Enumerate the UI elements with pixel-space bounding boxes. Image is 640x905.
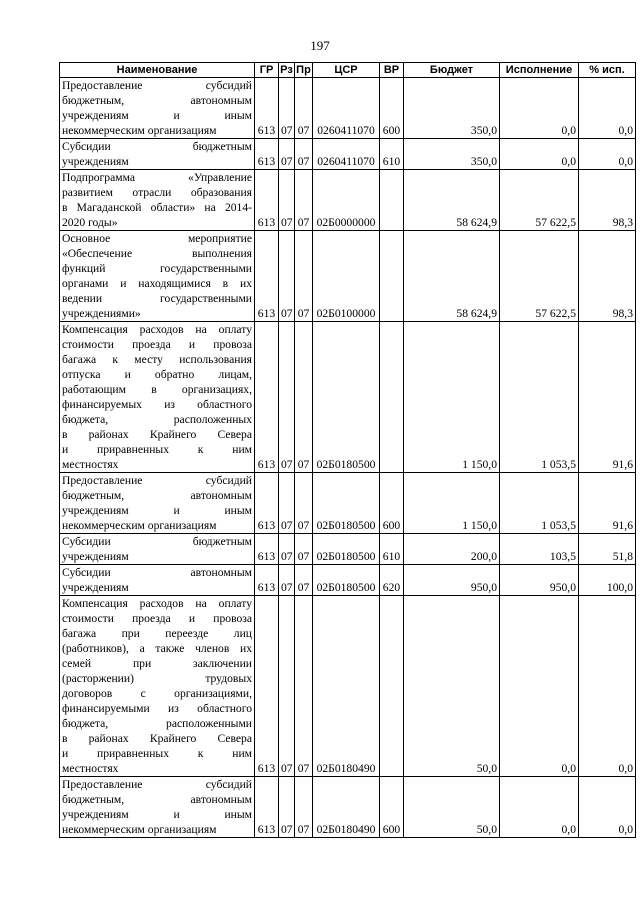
row-name-line: договоров с организациями, [62, 687, 252, 700]
row-budget: 1 150,0 [404, 322, 500, 473]
row-rz: 07 [279, 170, 295, 231]
row-name-line: Предоставление субсидий [62, 778, 252, 791]
row-name-line: финансируемых из областного [62, 398, 252, 411]
row-gr: 613 [255, 596, 279, 777]
row-name-line: Компенсация расходов на оплату [62, 597, 252, 610]
row-name-line: бюджета, расположенных [62, 413, 252, 426]
row-name-line: Основное мероприятие [62, 232, 252, 245]
row-name-line: бюджетным, автономным [62, 94, 252, 107]
row-pr: 07 [295, 78, 313, 139]
row-percent: 98,3 [579, 231, 636, 322]
row-name [60, 473, 255, 534]
row-name-line: «Обеспечение выполнения [62, 247, 252, 260]
table-row [60, 473, 636, 534]
row-name-line: бюджета, расположенными [62, 717, 252, 730]
row-name-line: некоммерческим организациям [62, 124, 217, 137]
row-name-line: учреждениям и иным [62, 109, 252, 122]
row-execution: 57 622,5 [500, 170, 579, 231]
row-vr [380, 596, 404, 777]
table-row [60, 139, 636, 170]
page-number: 197 [310, 38, 330, 53]
row-gr: 613 [255, 777, 279, 838]
row-name-line: Субсидии автономным [62, 566, 252, 579]
row-name-line: Предоставление субсидий [62, 79, 252, 92]
row-name-line: бюджетным, автономным [62, 489, 252, 502]
row-gr: 613 [255, 139, 279, 170]
row-name-line: стоимости проезда и провоза [62, 338, 252, 351]
header-rz: Рз [280, 64, 293, 76]
row-name-line: ведении государственными [62, 292, 252, 305]
header-csr: ЦСР [313, 63, 380, 78]
row-name-line: некоммерческим организациям [62, 519, 217, 532]
row-name-line: в районах Крайнего Севера [62, 428, 252, 441]
header-name: Наименование [60, 63, 255, 78]
row-percent: 91,6 [579, 473, 636, 534]
row-name-line: Подпрограмма «Управление [62, 171, 252, 184]
row-name-line: органами и находящимися в их [62, 277, 252, 290]
row-name-line: Субсидии бюджетным [62, 140, 252, 153]
row-gr: 613 [255, 473, 279, 534]
row-pr: 07 [295, 473, 313, 534]
row-name-line: Субсидии бюджетным [62, 535, 252, 548]
row-vr [380, 322, 404, 473]
row-name-line: в районах Крайнего Севера [62, 732, 252, 745]
row-csr: 02Б0100000 [313, 231, 380, 322]
row-pr: 07 [295, 777, 313, 838]
row-name [60, 534, 255, 565]
row-percent: 98,3 [579, 170, 636, 231]
row-budget: 950,0 [404, 565, 500, 596]
row-rz: 07 [279, 596, 295, 777]
row-name-line: отпуска и обратно лицам, [62, 368, 252, 381]
row-name-line: функций государственными [62, 262, 252, 275]
row-execution: 1 053,5 [500, 322, 579, 473]
header-pr: Пр [296, 64, 311, 76]
row-budget: 350,0 [404, 139, 500, 170]
row-name-line: бюджетным, автономным [62, 793, 252, 806]
row-name-line: учреждениям и иным [62, 808, 252, 821]
row-name-line: учреждениями» [62, 307, 141, 320]
row-vr: 610 [380, 534, 404, 565]
row-gr: 613 [255, 565, 279, 596]
row-pr: 07 [295, 322, 313, 473]
row-rz: 07 [279, 473, 295, 534]
row-name-line: (работников), а также членов их [62, 642, 252, 655]
row-percent: 0,0 [579, 777, 636, 838]
row-vr [380, 170, 404, 231]
row-name-line: местностях [62, 458, 119, 471]
row-execution: 57 622,5 [500, 231, 579, 322]
row-pr: 07 [295, 139, 313, 170]
row-gr: 613 [255, 170, 279, 231]
row-budget: 50,0 [404, 777, 500, 838]
row-name [60, 170, 255, 231]
row-execution: 1 053,5 [500, 473, 579, 534]
row-vr: 610 [380, 139, 404, 170]
row-execution: 950,0 [500, 565, 579, 596]
row-csr: 02Б0180500 [313, 322, 380, 473]
row-name-line: семей при заключении [62, 657, 252, 670]
row-name-line: местностях [62, 762, 119, 775]
row-vr [380, 231, 404, 322]
row-name-line: и приравненных к ним [62, 747, 252, 760]
row-rz: 07 [279, 777, 295, 838]
table-row [60, 170, 636, 231]
row-rz: 07 [279, 231, 295, 322]
row-budget: 50,0 [404, 596, 500, 777]
table-row [60, 565, 636, 596]
row-name [60, 78, 255, 139]
header-vr: ВР [380, 63, 404, 78]
row-execution: 0,0 [500, 596, 579, 777]
header-execution: Исполнение [500, 63, 579, 78]
row-gr: 613 [255, 78, 279, 139]
row-rz: 07 [279, 322, 295, 473]
table-row [60, 777, 636, 838]
row-rz: 07 [279, 78, 295, 139]
row-name [60, 777, 255, 838]
row-name [60, 596, 255, 777]
row-name-line: учреждениям [62, 155, 129, 168]
row-vr: 620 [380, 565, 404, 596]
row-name-line: стоимости проезда и провоза [62, 612, 252, 625]
row-name-line: Компенсация расходов на оплату [62, 323, 252, 336]
row-percent: 100,0 [579, 565, 636, 596]
budget-table [59, 62, 636, 838]
row-budget: 350,0 [404, 78, 500, 139]
row-name-line: учреждениям [62, 550, 129, 563]
row-name [60, 322, 255, 473]
row-name-line: учреждениям и иным [62, 504, 252, 517]
row-name-line: багажа при переезде лиц [62, 627, 252, 640]
row-name-line: финансируемыми из областного [62, 702, 252, 715]
header-budget: Бюджет [404, 63, 500, 78]
row-pr: 07 [295, 170, 313, 231]
row-name-line: и приравненных к ним [62, 443, 252, 456]
row-name-line: багажа к месту использования [62, 353, 252, 366]
row-percent: 51,8 [579, 534, 636, 565]
header-percent: % исп. [579, 63, 636, 78]
row-execution: 0,0 [500, 777, 579, 838]
row-name-line: учреждениям [62, 581, 129, 594]
row-vr: 600 [380, 473, 404, 534]
table-row [60, 78, 636, 139]
table-body [60, 78, 636, 838]
table-header-row [60, 63, 636, 78]
row-vr: 600 [380, 777, 404, 838]
row-percent: 0,0 [579, 596, 636, 777]
row-name-line: в Магаданской области» на 2014- [62, 201, 252, 214]
row-pr: 07 [295, 565, 313, 596]
row-budget: 58 624,9 [404, 170, 500, 231]
row-csr: 02Б0180500 [313, 565, 380, 596]
row-pr: 07 [295, 596, 313, 777]
row-csr: 0260411070 [313, 139, 380, 170]
row-csr: 02Б0000000 [313, 170, 380, 231]
row-percent: 91,6 [579, 322, 636, 473]
row-name [60, 139, 255, 170]
row-name-line: развитием отрасли образования [62, 186, 252, 199]
row-vr: 600 [380, 78, 404, 139]
row-name-line: некоммерческим организациям [62, 823, 217, 836]
row-rz: 07 [279, 139, 295, 170]
row-execution: 0,0 [500, 139, 579, 170]
row-gr: 613 [255, 534, 279, 565]
row-name [60, 565, 255, 596]
row-execution: 103,5 [500, 534, 579, 565]
row-pr: 07 [295, 231, 313, 322]
row-csr: 02Б0180490 [313, 777, 380, 838]
table-row [60, 231, 636, 322]
row-budget: 1 150,0 [404, 473, 500, 534]
row-rz: 07 [279, 534, 295, 565]
row-csr: 02Б0180500 [313, 473, 380, 534]
row-percent: 0,0 [579, 139, 636, 170]
row-csr: 02Б0180490 [313, 596, 380, 777]
header-gr: ГР [255, 63, 279, 78]
row-name [60, 231, 255, 322]
row-gr: 613 [255, 322, 279, 473]
row-csr: 02Б0180500 [313, 534, 380, 565]
row-budget: 200,0 [404, 534, 500, 565]
table-row [60, 596, 636, 777]
row-rz: 07 [279, 565, 295, 596]
row-name-line: работающим в организациях, [62, 383, 252, 396]
table-row [60, 534, 636, 565]
row-budget: 58 624,9 [404, 231, 500, 322]
row-execution: 0,0 [500, 78, 579, 139]
row-csr: 0260411070 [313, 78, 380, 139]
table-row [60, 322, 636, 473]
row-percent: 0,0 [579, 78, 636, 139]
row-pr: 07 [295, 534, 313, 565]
row-name-line: 2020 годы» [62, 216, 118, 229]
row-gr: 613 [255, 231, 279, 322]
row-name-line: Предоставление субсидий [62, 474, 252, 487]
row-name-line: (расторжении) трудовых [62, 672, 252, 685]
